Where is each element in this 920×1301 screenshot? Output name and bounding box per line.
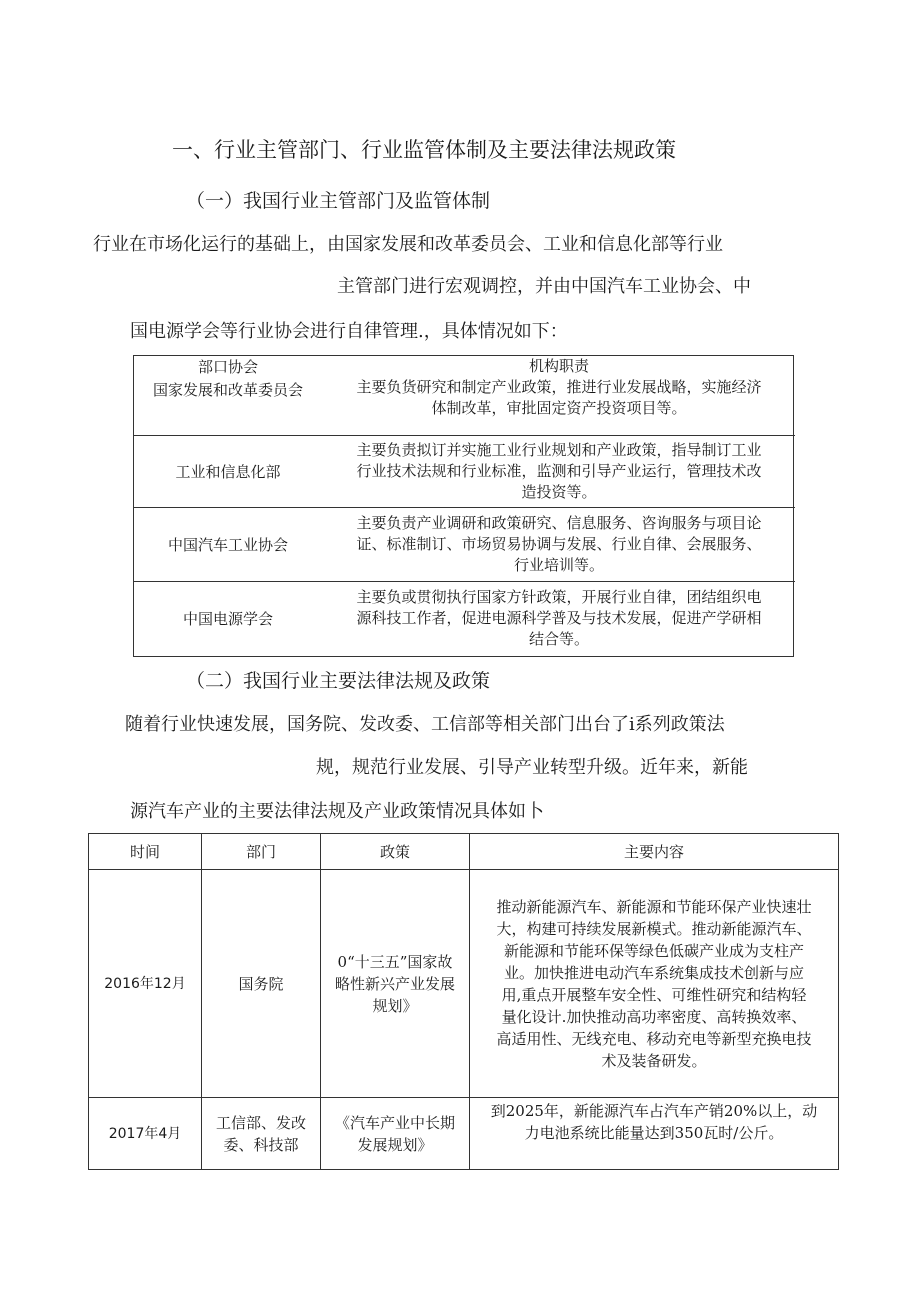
policy-line: 略性新兴产业发展 (334, 974, 455, 993)
table-row (133, 377, 795, 435)
table-header-row (89, 834, 839, 870)
duty-line: 造投资等。 (521, 482, 597, 501)
content-line: 业。加快推进电动汽车系统集成技术创新与应 (503, 963, 804, 982)
table1-org-cell: 中国电源学会 (133, 581, 323, 655)
regulator-table (133, 355, 795, 655)
content-line: 高适用性、无线充电、移动充电等新型充换电技 (496, 1029, 812, 1048)
table1-org-cell: 中国汽车工业协会 (133, 507, 323, 581)
content-line: 到2025年，新能源汽车占汽车产销20%以上，动 (490, 1102, 818, 1120)
table1-duty-cell (323, 435, 795, 507)
duty-line: 主要负责拟订并实施工业行业规划和产业政策，指导制订工业 (356, 440, 762, 459)
policy-line: 0“十三五”国家故 (337, 952, 453, 971)
table2-header-policy: 政策 (321, 834, 470, 870)
duty-line: 源科技工作者，促进电源科学普及与技术发展，促进产学研相 (356, 608, 762, 627)
content-line: 推动新能源汽车、新能源和节能环保产业快速壮 (496, 897, 812, 916)
table1-header-org: 部口协会 (197, 358, 258, 376)
table2-dept-cell: 国务院 (202, 870, 321, 1098)
duty-line: 证、标准制订、市场贸易协调与发展、行业自律、会展服务、 (356, 534, 762, 553)
table2-time-cell: 2017年4月 (89, 1098, 202, 1170)
section1-paragraph-line1: 行业在市场化运行的基础上，由国家发展和改革委员会、工业和信息化部等行业 (93, 234, 723, 255)
policy-line: 规划》 (372, 996, 418, 1015)
content-line: 用,重点开展整车安全性、可维性研究和结构轻 (501, 985, 807, 1004)
section1-paragraph-line3: 国电源学会等行业协会进行自律管理.，具体情况如下： (130, 321, 568, 342)
table2-header-dept: 部门 (202, 834, 321, 870)
table2-policy-cell (321, 1098, 470, 1170)
duty-line: 行业技术法规和行业标准，监测和引导产业运行，管理技术改 (356, 461, 762, 480)
content-line: 力电池系统比能量达到350瓦时/公斤。 (524, 1124, 784, 1142)
table2-header-time: 时间 (89, 834, 202, 870)
table1-duty-cell (323, 507, 795, 581)
duty-line: 体制改革，审批固定资产投资项目等。 (431, 399, 687, 417)
duty-line: 主要负或贯彻执行国家方针政策，开展行业自律，团结组织电 (356, 587, 762, 606)
section2-paragraph-line1: 随着行业快速发展，国务院、发改委、工信部等相关部门出台了i系列政策法 (125, 714, 725, 735)
table-row (89, 870, 839, 1098)
table2-header-content: 主要内容 (470, 834, 839, 870)
dept-line: 工信部、发改 (215, 1113, 306, 1132)
section2-paragraph-line2: 规，规范行业发展、引导产业转型升级。近年来，新能 (316, 757, 748, 778)
duty-line: 主要负货研究和制定产业政策，推进行业发展战略，实施经济 (356, 378, 762, 396)
table-row (133, 581, 795, 655)
section2-paragraph-line3: 源汽车产业的主要法律法规及产业政策情况具体如卜 (130, 801, 544, 822)
section2-heading: （二）我国行业主要法律法规及政策 (186, 670, 491, 692)
table-row (133, 507, 795, 581)
dept-line: 委、科技部 (223, 1135, 299, 1154)
duty-line: 行业培训等。 (513, 555, 604, 574)
page-heading: 一、行业主管部门、行业监管体制及主要法律法规政策 (172, 138, 676, 162)
table2-policy-cell (321, 870, 470, 1098)
policy-line: 发展规划》 (357, 1135, 433, 1154)
table-row (89, 1098, 839, 1170)
table2-dept-cell (202, 1098, 321, 1170)
duty-line: 主要负责产业调研和政策研究、信息服务、咨询服务与项目论 (356, 513, 762, 532)
policy-line: 《汽车产业中长期 (334, 1113, 455, 1132)
table1-org-cell: 国家发展和改革委员会 (152, 381, 303, 399)
table1-header-duty: 机构职责 (528, 357, 589, 375)
content-line: 量化设计.加快推动高功率密度、高转换效率、 (501, 1007, 807, 1026)
content-line: 大，构建可持续发展新模式。推动新能源汽车、 (496, 919, 812, 938)
content-line: 新能源和节能环保等绿色低碳产业成为支柱产 (503, 941, 804, 960)
table1-org-cell: 工业和信息化部 (133, 435, 323, 507)
table1-duty-cell (323, 581, 795, 655)
table2-content-cell (470, 870, 839, 1098)
table1-duty-cell (323, 377, 795, 435)
section1-paragraph-line2: 主管部门进行宏观调控，并由中国汽车工业协会、中 (337, 276, 751, 297)
table-row (133, 435, 795, 507)
section1-heading: （一）我国行业主管部门及监管体制 (186, 190, 491, 212)
table2-time-cell: 2016年12月 (89, 870, 202, 1098)
duty-line: 结合等。 (528, 629, 589, 648)
table2-content-cell (470, 1098, 839, 1170)
content-line: 术及装备研发。 (601, 1051, 707, 1070)
policy-table (88, 833, 839, 1170)
